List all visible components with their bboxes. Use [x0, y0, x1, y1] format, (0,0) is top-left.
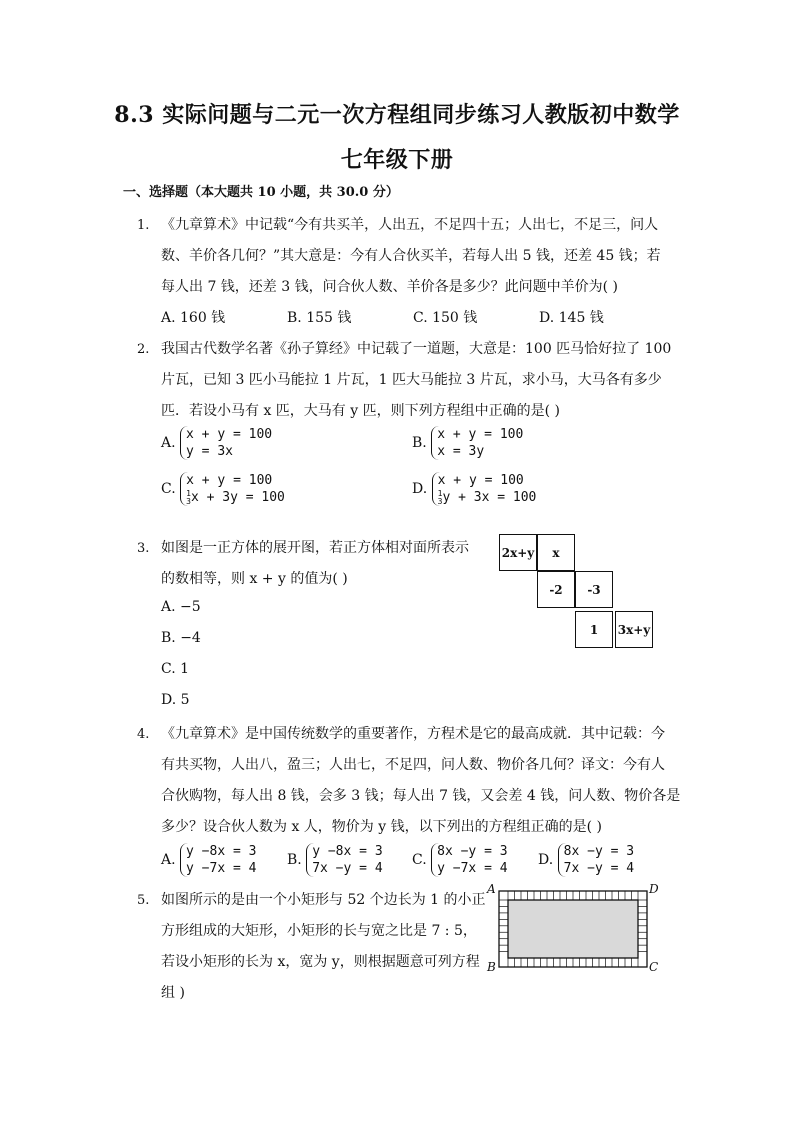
equation: x + y = 100	[186, 473, 273, 488]
question-number: 2.	[137, 342, 150, 357]
equation: 1 3y + 3x = 100	[437, 488, 537, 506]
page-title: 8.3 实际问题与二元一次方程组同步练习人教版初中数学	[114, 102, 680, 128]
question-text-line: 片瓦，已知 3 匹小马能拉 1 片瓦，1 匹大马能拉 3 片瓦，求小马，大马各有多少	[161, 372, 662, 388]
question-text-line: 有共买物，人出八，盈三；人出七，不足四，问人数、物价各几何？译文：今有人	[161, 757, 665, 773]
option-c[interactable]: C. 150 钱	[413, 310, 478, 326]
net-cell: -2	[537, 571, 575, 608]
option-c[interactable]	[412, 843, 508, 877]
option-d[interactable]	[538, 843, 634, 877]
corner-label-d: D	[649, 882, 659, 896]
equation: 7x −y = 4	[563, 861, 635, 876]
equation: x + y = 100	[186, 427, 273, 442]
question-number: 5.	[137, 893, 150, 908]
corner-label-b: B	[487, 960, 496, 974]
option-a[interactable]	[161, 843, 256, 877]
option-b[interactable]: B. 155 钱	[287, 310, 352, 326]
corner-label-c: C	[649, 960, 659, 974]
question-text-line: 数、羊价各几何？”其大意是：今有人合伙买羊，若每人出 5 钱，还差 45 钱；若	[161, 248, 661, 264]
question-text-line: 如图所示的是由一个小矩形与 52 个边长为 1 的小正	[161, 892, 486, 908]
equation-system	[180, 843, 256, 877]
page-subtitle: 七年级下册	[340, 147, 454, 173]
option-label: B.	[287, 852, 302, 868]
equation: 1 3x + 3y = 100	[186, 488, 285, 506]
question-number: 3.	[137, 541, 150, 556]
option-d[interactable]	[412, 472, 536, 506]
net-cell: -3	[575, 571, 613, 608]
option-label: C.	[412, 852, 427, 868]
option-a[interactable]: A. 160 钱	[161, 310, 226, 326]
equation: y −7x = 4	[186, 861, 257, 876]
option-b[interactable]	[412, 426, 523, 460]
option-d[interactable]: D. 145 钱	[539, 310, 604, 326]
option-label: D.	[412, 481, 428, 497]
question-text-line: 多少？设合伙人数为 x 人，物价为 y 钱，以下列出的方程组正确的是( )	[161, 819, 602, 835]
option-label: B.	[412, 435, 427, 451]
cube-net-figure	[499, 534, 657, 651]
question-text-line: 我国古代数学名著《孙子算经》中记载了一道题，大意是：100 匹马恰好拉了 100	[161, 341, 672, 357]
option-label: A.	[161, 852, 176, 868]
equation: x + y = 100	[437, 427, 524, 442]
equation: y −8x = 3	[186, 844, 257, 859]
net-cell: x	[537, 534, 575, 571]
net-cell: 3x+y	[615, 611, 653, 648]
option-b[interactable]: B. −4	[161, 630, 201, 646]
option-d[interactable]: D. 5	[161, 692, 190, 708]
equation-system	[431, 843, 507, 877]
equation: y = 3x	[186, 444, 233, 459]
equation: x + y = 100	[437, 473, 524, 488]
corner-label-a: A	[487, 882, 496, 896]
equation: 8x −y = 3	[437, 844, 508, 859]
fraction: 1 3	[437, 488, 443, 506]
section-header: 一、选择题（本大题共 10 小题，共 30.0 分）	[123, 185, 399, 200]
option-a[interactable]: A. −5	[161, 599, 201, 615]
equation-system	[558, 843, 634, 877]
equation-system	[180, 426, 272, 460]
net-cell: 1	[575, 611, 613, 648]
question-text-line: 《九章算术》是中国传统数学的重要著作，方程术是它的最高成就．其中记载：今	[161, 726, 665, 742]
equation-system	[306, 843, 382, 877]
option-c[interactable]	[161, 472, 285, 506]
question-text-line: 组 )	[161, 985, 185, 1001]
equation-system	[431, 426, 523, 460]
rectangle-figure	[485, 882, 665, 977]
option-label: D.	[538, 852, 554, 868]
equation: y −7x = 4	[437, 861, 508, 876]
grid-rectangle-diagram	[498, 890, 648, 968]
equation: 7x −y = 4	[312, 861, 383, 876]
equation: y −8x = 3	[312, 844, 383, 859]
question-number: 4.	[137, 727, 150, 742]
option-a[interactable]	[161, 426, 272, 460]
question-text-line: 每人出 7 钱，还差 3 钱，问合伙人数、羊价各是多少？此问题中羊价为( )	[161, 279, 618, 295]
question-text-line: 合伙购物，每人出 8 钱，会多 3 钱；每人出 7 钱，又会差 4 钱，问人数、物价各是	[161, 788, 681, 804]
net-cell: 2x+y	[499, 534, 537, 571]
option-label: A.	[161, 435, 176, 451]
question-text-line: 如图是一正方体的展开图，若正方体相对面所表示	[161, 540, 469, 556]
option-label: C.	[161, 481, 176, 497]
equation: x = 3y	[437, 444, 485, 459]
question-text-line: 方形组成的大矩形，小矩形的长与宽之比是 7 : 5，	[161, 923, 477, 939]
question-text-line: 若设小矩形的长为 x，宽为 y，则根据题意可列方程	[161, 954, 480, 970]
question-number: 1.	[137, 218, 150, 233]
equation: 8x −y = 3	[563, 844, 635, 859]
question-text-line: 匹．若设小马有 x 匹，大马有 y 匹，则下列方程组中正确的是( )	[161, 403, 560, 419]
question-text-line: 《九章算术》中记载“今有共买羊，人出五，不足四十五；人出七，不足三，问人	[161, 217, 659, 233]
option-c[interactable]: C. 1	[161, 661, 190, 677]
question-text-line: 的数相等，则 x + y 的值为( )	[161, 571, 348, 587]
fraction: 1 3	[186, 488, 191, 506]
option-b[interactable]	[287, 843, 383, 877]
equation-system	[180, 472, 285, 506]
equation-system	[432, 472, 537, 506]
